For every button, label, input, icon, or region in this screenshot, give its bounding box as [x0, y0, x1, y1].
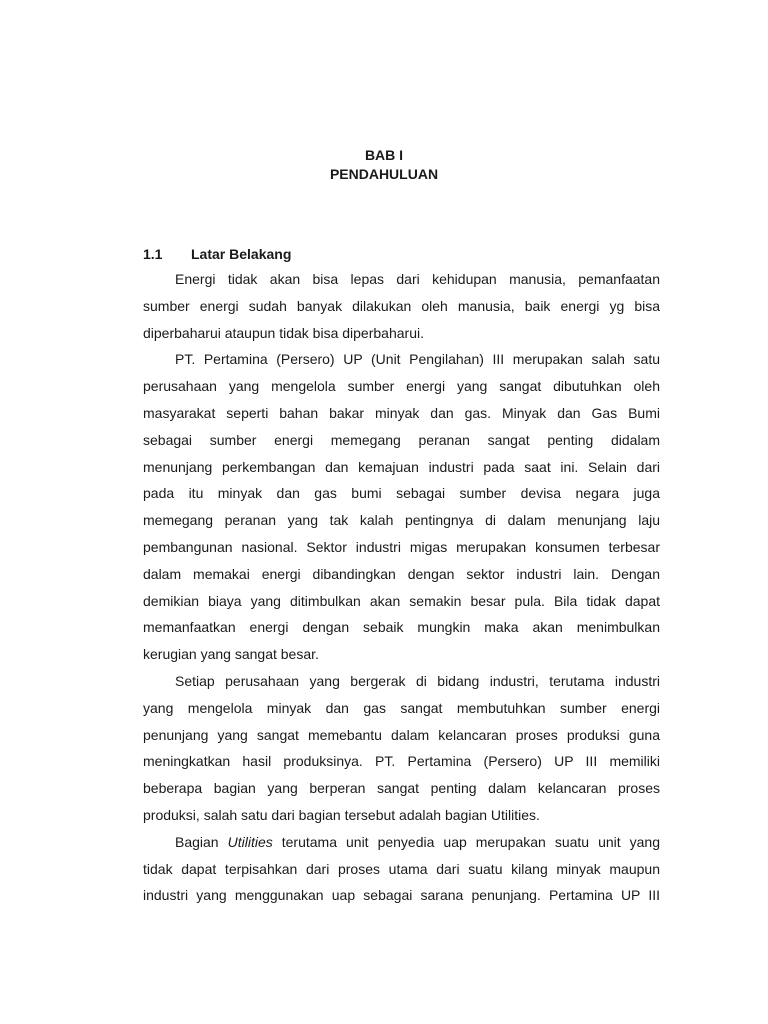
- text-line: dalam memakai energi dibandingkan dengan sektor industri lain. Dengan: [143, 565, 660, 582]
- text-line: penunjang yang sangat memebantu dalam kelancaran proses produksi guna: [143, 726, 660, 743]
- paragraph-1: [143, 266, 660, 346]
- text-line: memanfaatkan energi dengan sebaik mungkin maka akan menimbulkan: [143, 619, 660, 636]
- chapter-title: PENDAHULUAN: [329, 166, 439, 182]
- text-line: industri yang menggunakan uap sebagai sarana penunjang. Pertamina UP III: [143, 887, 660, 904]
- text-line: [143, 829, 660, 856]
- paragraph-2: [143, 346, 660, 668]
- text-line: menunjang perkembangan dan kemajuan industri pada saat ini. Selain dari: [143, 458, 660, 475]
- text-line: diperbaharui ataupun tidak bisa diperbaharui.: [143, 324, 424, 341]
- text-line: demikian biaya yang ditimbulkan akan semakin besar pula. Bila tidak dapat: [143, 592, 660, 609]
- text-line: beberapa bagian yang berperan sangat penting dalam kelancaran proses: [143, 780, 660, 797]
- text-line: produksi, salah satu dari bagian tersebut adalah bagian Utilities.: [143, 806, 540, 823]
- text-line: kerugian yang sangat besar.: [143, 646, 319, 663]
- section-title: Latar Belakang: [191, 246, 292, 262]
- text-fragment: terutama unit penyedia uap merupakan suatu unit yang: [272, 833, 661, 850]
- paragraph-3: [143, 668, 660, 829]
- text-line: meningkatkan hasil produksinya. PT. Pertamina (Persero) UP III memiliki: [143, 753, 660, 770]
- text-line: pada itu minyak dan gas bumi sebagai sumber devisa negara juga: [143, 485, 660, 502]
- text-line: Energi tidak akan bisa lepas dari kehidupan manusia, pemanfaatan: [175, 271, 660, 287]
- body-text: [143, 266, 660, 909]
- text-line: masyarakat seperti bahan bakar minyak dan gas. Minyak dan Gas Bumi: [143, 404, 660, 421]
- text-line: sebagai sumber energi memegang peranan sangat penting didalam: [143, 431, 660, 448]
- chapter-number: BAB I: [364, 147, 404, 163]
- text-line: perusahaan yang mengelola sumber energi yang sangat dibutuhkan oleh: [143, 378, 660, 395]
- paragraph-4: [143, 829, 660, 909]
- text-line: Setiap perusahaan yang bergerak di bidang industri, terutama industri: [175, 672, 660, 689]
- text-line: tidak dapat terpisahkan dari proses utama dari suatu kilang minyak maupun: [143, 860, 660, 877]
- text-line: memegang peranan yang tak kalah pentingnya di dalam menunjang laju: [143, 512, 660, 529]
- text-line: yang mengelola minyak dan gas sangat membutuhkan sumber energi: [143, 699, 660, 716]
- text-line: PT. Pertamina (Persero) UP (Unit Pengilahan) III merupakan salah satu: [175, 351, 660, 368]
- section-heading: [143, 244, 291, 264]
- text-line: pembangunan nasional. Sektor industri migas merupakan konsumen terbesar: [143, 538, 660, 555]
- section-number: 1.1: [143, 246, 163, 262]
- text-fragment: Bagian: [175, 833, 228, 850]
- text-line: sumber energi sudah banyak dilakukan oleh manusia, baik energi yg bisa: [143, 297, 660, 314]
- italic-term: Utilities: [227, 833, 273, 850]
